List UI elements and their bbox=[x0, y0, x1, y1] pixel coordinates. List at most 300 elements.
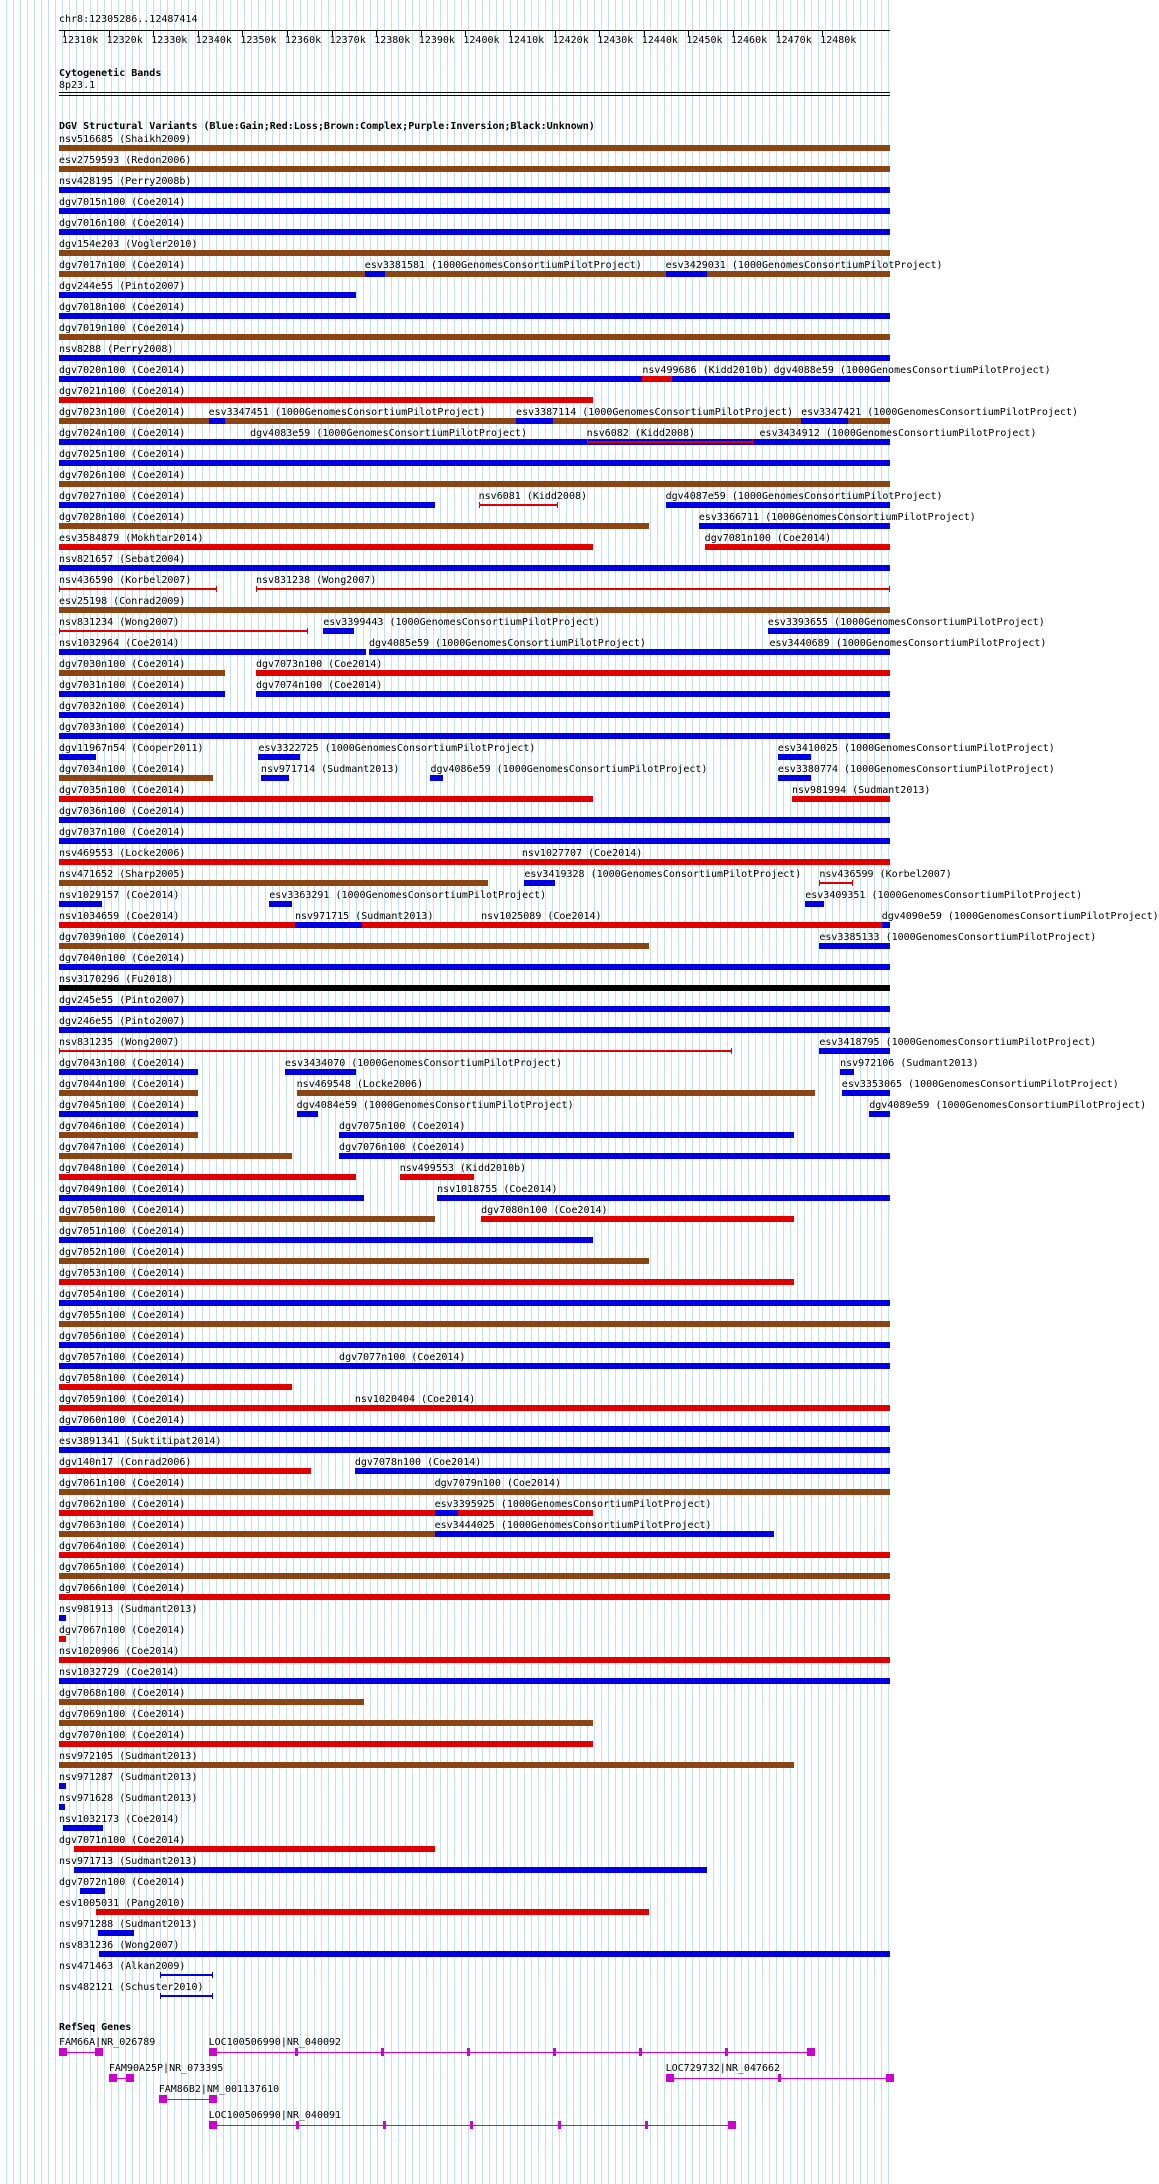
variant-bar-complex[interactable] bbox=[59, 481, 890, 487]
variant-bar-gain[interactable] bbox=[819, 1048, 890, 1054]
variant-label[interactable]: dgv4088e59 (1000GenomesConsortiumPilotProject) bbox=[773, 365, 1051, 376]
variant-label[interactable]: dgv7078n100 (Coe2014) bbox=[354, 1457, 482, 1468]
variant-bar-gain[interactable] bbox=[59, 1447, 890, 1453]
variant-label[interactable]: nsv831236 (Wong2007) bbox=[59, 1940, 180, 1951]
variant-bar-complex[interactable] bbox=[59, 1573, 890, 1579]
variant-label[interactable]: dgv7037n100 (Coe2014) bbox=[59, 827, 186, 838]
variant-label[interactable]: dgv11967n54 (Cooper2011) bbox=[59, 743, 204, 754]
ruler-tick-label: 12460k bbox=[731, 35, 768, 46]
variant-label[interactable]: dgv7026n100 (Coe2014) bbox=[59, 470, 186, 481]
variant-label[interactable]: nsv1032964 (Coe2014) bbox=[59, 638, 180, 649]
variant-bar-gain[interactable] bbox=[768, 628, 890, 634]
variant-bar-gain[interactable] bbox=[778, 775, 811, 781]
gene-label[interactable]: LOC100506990|NR_040091 bbox=[208, 2110, 342, 2121]
variant-bar-gain[interactable] bbox=[99, 1951, 890, 1957]
variant-bar-complex[interactable] bbox=[59, 1762, 794, 1768]
variant-label[interactable]: nsv6082 (Kidd2008) bbox=[586, 428, 696, 439]
variant-bar-loss[interactable] bbox=[59, 544, 593, 550]
variant-label[interactable]: esv3410025 (1000GenomesConsortiumPilotProject) bbox=[777, 743, 1055, 754]
variant-label[interactable]: esv3434912 (1000GenomesConsortiumPilotProject) bbox=[759, 428, 1037, 439]
variant-bar-gain[interactable] bbox=[261, 775, 289, 781]
ruler-tick-label: 12420k bbox=[552, 35, 589, 46]
variant-bar-loss[interactable] bbox=[59, 1279, 794, 1285]
variant-label[interactable]: esv1005031 (Pang2010) bbox=[59, 1898, 186, 1909]
variant-bar-gain[interactable] bbox=[59, 1300, 890, 1306]
variant-bar-cap bbox=[731, 1048, 732, 1054]
variant-label[interactable]: dgv7045n100 (Coe2014) bbox=[59, 1100, 186, 1111]
variant-label[interactable]: dgv7040n100 (Coe2014) bbox=[59, 953, 186, 964]
variant-label[interactable]: dgv154e203 (Vogler2010) bbox=[59, 239, 198, 250]
variant-label[interactable]: nsv469553 (Locke2006) bbox=[59, 848, 186, 859]
variant-label[interactable]: dgv7033n100 (Coe2014) bbox=[59, 722, 186, 733]
variant-bar-gain[interactable] bbox=[59, 355, 890, 361]
variant-label[interactable]: dgv7076n100 (Coe2014) bbox=[339, 1142, 466, 1153]
variant-label[interactable]: nsv499686 (Kidd2010b) bbox=[642, 365, 769, 376]
variant-bar-gain[interactable] bbox=[435, 1531, 774, 1537]
variant-bar-loss[interactable] bbox=[59, 1510, 593, 1516]
variant-bar-gain[interactable] bbox=[524, 880, 555, 886]
variant-label[interactable]: dgv7068n100 (Coe2014) bbox=[59, 1688, 186, 1699]
variant-bar-gain[interactable] bbox=[59, 1783, 66, 1789]
variant-bar-loss[interactable] bbox=[59, 796, 593, 802]
variant-bar-gain[interactable] bbox=[269, 901, 291, 907]
variant-bar-complex[interactable] bbox=[59, 418, 890, 424]
variant-label[interactable]: nsv831235 (Wong2007) bbox=[59, 1037, 180, 1048]
variant-label[interactable]: dgv7072n100 (Coe2014) bbox=[59, 1877, 186, 1888]
variant-label[interactable]: esv3353065 (1000GenomesConsortiumPilotProject) bbox=[841, 1079, 1119, 1090]
variant-label[interactable]: nsv471463 (Alkan2009) bbox=[59, 1961, 186, 1972]
variant-bar-loss[interactable] bbox=[74, 1846, 435, 1852]
variant-label[interactable]: esv2759593 (Redon2006) bbox=[59, 155, 192, 166]
variant-bar-cap bbox=[889, 586, 890, 592]
variant-label[interactable]: dgv7024n100 (Coe2014) bbox=[59, 428, 186, 439]
variant-bar-gain[interactable] bbox=[339, 1363, 890, 1369]
variant-bar-complex[interactable] bbox=[59, 1090, 198, 1096]
variant-bar-gain[interactable] bbox=[59, 1426, 890, 1432]
variant-bar-complex[interactable] bbox=[59, 1258, 649, 1264]
variant-label[interactable]: dgv140n17 (Conrad2006) bbox=[59, 1457, 192, 1468]
variant-bar-gain[interactable] bbox=[365, 271, 385, 277]
variant-label[interactable]: dgv7036n100 (Coe2014) bbox=[59, 806, 186, 817]
variant-label[interactable]: nsv3170296 (Fu2018) bbox=[59, 974, 174, 985]
variant-label[interactable]: nsv469548 (Locke2006) bbox=[296, 1079, 424, 1090]
variant-label[interactable]: esv3381581 (1000GenomesConsortiumPilotProject) bbox=[364, 260, 642, 271]
variant-bar-gain[interactable] bbox=[339, 1132, 794, 1138]
variant-bar-loss[interactable] bbox=[256, 588, 890, 590]
variant-bar-gain[interactable] bbox=[59, 187, 890, 193]
variant-bar-gain[interactable] bbox=[355, 1468, 890, 1474]
variant-bar-complex[interactable] bbox=[59, 1216, 435, 1222]
variant-label[interactable]: dgv7018n100 (Coe2014) bbox=[59, 302, 186, 313]
variant-label[interactable]: nsv1032729 (Coe2014) bbox=[59, 1667, 180, 1678]
variant-bar-gain[interactable] bbox=[59, 1195, 364, 1201]
variant-label[interactable]: nsv1029157 (Coe2014) bbox=[59, 890, 180, 901]
variant-bar-gain[interactable] bbox=[59, 1678, 890, 1684]
variant-label[interactable]: dgv7030n100 (Coe2014) bbox=[59, 659, 186, 670]
variant-bar-gain[interactable] bbox=[699, 523, 890, 529]
variant-label[interactable]: esv3419328 (1000GenomesConsortiumPilotProject) bbox=[524, 869, 802, 880]
variant-bar-gain[interactable] bbox=[59, 712, 890, 718]
variant-label[interactable]: dgv7069n100 (Coe2014) bbox=[59, 1709, 186, 1720]
variant-label[interactable]: dgv4083e59 (1000GenomesConsortiumPilotProject) bbox=[250, 428, 528, 439]
variant-bar-gain[interactable] bbox=[59, 1237, 593, 1243]
variant-label[interactable]: dgv7021n100 (Coe2014) bbox=[59, 386, 186, 397]
variant-label[interactable]: dgv7063n100 (Coe2014) bbox=[59, 1520, 186, 1531]
gene-exon bbox=[553, 2048, 556, 2056]
variant-bar-complex[interactable] bbox=[59, 334, 890, 340]
variant-label[interactable]: esv3387114 (1000GenomesConsortiumPilotProject) bbox=[516, 407, 793, 418]
variant-bar-gain[interactable] bbox=[59, 565, 890, 571]
variant-label[interactable]: nsv1020404 (Coe2014) bbox=[354, 1394, 476, 1405]
variant-bar-gain[interactable] bbox=[59, 1069, 198, 1075]
variant-label[interactable]: dgv7079n100 (Coe2014) bbox=[434, 1478, 562, 1489]
variant-bar-gain[interactable] bbox=[59, 733, 890, 739]
variant-bar-loss[interactable] bbox=[59, 1657, 890, 1663]
variant-label[interactable]: dgv7074n100 (Coe2014) bbox=[255, 680, 383, 691]
variant-bar-loss[interactable] bbox=[642, 376, 672, 382]
variant-bar-loss[interactable] bbox=[59, 1384, 292, 1390]
ruler-tick-label: 12330k bbox=[151, 35, 188, 46]
gene-label[interactable]: FAM66A|NR_026789 bbox=[59, 2037, 156, 2048]
variant-label[interactable]: dgv7052n100 (Coe2014) bbox=[59, 1247, 186, 1258]
variant-label[interactable]: dgv7028n100 (Coe2014) bbox=[59, 512, 186, 523]
position-label: chr8:12305286..12487414 bbox=[59, 14, 198, 25]
variant-label[interactable]: dgv4087e59 (1000GenomesConsortiumPilotProject) bbox=[665, 491, 943, 502]
variant-bar-gain[interactable] bbox=[842, 1090, 890, 1096]
gene-intron-line bbox=[209, 2052, 811, 2053]
variant-label[interactable]: nsv436599 (Korbel2007) bbox=[819, 869, 952, 880]
variant-bar-complex[interactable] bbox=[59, 880, 488, 886]
variant-bar-complex[interactable] bbox=[59, 145, 890, 151]
variant-label[interactable]: esv3399443 (1000GenomesConsortiumPilotProject) bbox=[323, 617, 601, 628]
variant-label[interactable]: dgv7064n100 (Coe2014) bbox=[59, 1541, 186, 1552]
variant-label[interactable]: dgv7051n100 (Coe2014) bbox=[59, 1226, 186, 1237]
variant-label[interactable]: dgv7055n100 (Coe2014) bbox=[59, 1310, 186, 1321]
variant-label[interactable]: esv3891341 (Suktitipat2014) bbox=[59, 1436, 222, 1447]
variant-bar-loss[interactable] bbox=[59, 1050, 732, 1052]
variant-label[interactable]: nsv1018755 (Coe2014) bbox=[437, 1184, 558, 1195]
variant-bar-loss[interactable] bbox=[400, 1174, 475, 1180]
variant-label[interactable]: esv3385133 (1000GenomesConsortiumPilotProject) bbox=[819, 932, 1097, 943]
variant-label[interactable]: nsv516685 (Shaikh2009) bbox=[59, 134, 192, 145]
variant-label[interactable]: dgv7075n100 (Coe2014) bbox=[339, 1121, 466, 1132]
variant-bar-gain[interactable] bbox=[435, 1510, 458, 1516]
variant-label[interactable]: nsv428195 (Perry2008b) bbox=[59, 176, 192, 187]
variant-label[interactable]: dgv4084e59 (1000GenomesConsortiumPilotProject) bbox=[296, 1100, 574, 1111]
variant-label[interactable]: esv3366711 (1000GenomesConsortiumPilotProject) bbox=[698, 512, 976, 523]
gene-label[interactable]: LOC729732|NR_047662 bbox=[665, 2063, 781, 2074]
variant-bar-gain[interactable] bbox=[770, 649, 836, 655]
variant-label[interactable]: nsv821657 (Sebat2004) bbox=[59, 554, 186, 565]
variant-label[interactable]: nsv971287 (Sudmant2013) bbox=[59, 1772, 198, 1783]
variant-bar-gain[interactable] bbox=[430, 775, 442, 781]
variant-label[interactable]: dgv7081n100 (Coe2014) bbox=[704, 533, 832, 544]
variant-label[interactable]: nsv1032173 (Coe2014) bbox=[59, 1814, 180, 1825]
variant-label[interactable]: dgv7053n100 (Coe2014) bbox=[59, 1268, 186, 1279]
variant-label[interactable]: dgv7031n100 (Coe2014) bbox=[59, 680, 186, 691]
gene-exon bbox=[558, 2121, 561, 2129]
variant-bar-loss[interactable] bbox=[479, 504, 558, 506]
variant-bar-loss[interactable] bbox=[59, 1468, 311, 1474]
variant-label[interactable]: nsv971714 (Sudmant2013) bbox=[260, 764, 400, 775]
variant-label[interactable]: esv3347451 (1000GenomesConsortiumPilotProject) bbox=[208, 407, 486, 418]
variant-bar-cap bbox=[216, 586, 217, 592]
variant-bar-loss[interactable] bbox=[59, 1594, 890, 1600]
variant-bar-gain[interactable] bbox=[98, 1930, 134, 1936]
variant-label[interactable]: nsv436590 (Korbel2007) bbox=[59, 575, 192, 586]
variant-bar-loss[interactable] bbox=[59, 1552, 890, 1558]
variant-bar-complex[interactable] bbox=[59, 523, 649, 529]
variant-label[interactable]: esv3395925 (1000GenomesConsortiumPilotProject) bbox=[434, 1499, 712, 1510]
variant-label[interactable]: nsv981913 (Sudmant2013) bbox=[59, 1604, 198, 1615]
variant-label[interactable]: dgv7065n100 (Coe2014) bbox=[59, 1562, 186, 1573]
variant-bar-gain[interactable] bbox=[295, 922, 362, 928]
variant-bar-gain[interactable] bbox=[801, 418, 848, 424]
variant-label[interactable]: nsv971288 (Sudmant2013) bbox=[59, 1919, 198, 1930]
variant-bar-unknown[interactable] bbox=[59, 985, 890, 991]
variant-bar-gain[interactable] bbox=[840, 1069, 854, 1075]
variant-bar-loss[interactable] bbox=[59, 1741, 593, 1747]
variant-bar-loss[interactable] bbox=[522, 859, 890, 865]
variant-label[interactable]: dgv246e55 (Pinto2007) bbox=[59, 1016, 186, 1027]
ruler-tick-label: 12380k bbox=[374, 35, 411, 46]
variant-label[interactable]: nsv1027707 (Coe2014) bbox=[521, 848, 643, 859]
variant-bar-gain[interactable] bbox=[59, 229, 890, 235]
variant-bar-complex[interactable] bbox=[297, 1090, 816, 1096]
variant-bar-gain[interactable] bbox=[285, 1069, 356, 1075]
variant-bar-gain[interactable] bbox=[59, 1804, 65, 1810]
variant-bar-gain[interactable] bbox=[160, 1974, 212, 1976]
variant-label[interactable]: dgv7071n100 (Coe2014) bbox=[59, 1835, 186, 1846]
variant-bar-gain[interactable] bbox=[869, 1111, 890, 1117]
variant-bar-cap bbox=[819, 880, 820, 886]
variant-bar-complex[interactable] bbox=[59, 670, 225, 676]
variant-label[interactable]: dgv7025n100 (Coe2014) bbox=[59, 449, 186, 460]
variant-label[interactable]: dgv7067n100 (Coe2014) bbox=[59, 1625, 186, 1636]
variant-bar-complex[interactable] bbox=[59, 250, 890, 256]
variant-label[interactable]: esv3418795 (1000GenomesConsortiumPilotProject) bbox=[819, 1037, 1097, 1048]
gene-exon bbox=[666, 2074, 674, 2082]
variant-bar-gain[interactable] bbox=[59, 901, 102, 907]
variant-label[interactable]: esv3393655 (1000GenomesConsortiumPilotProject) bbox=[767, 617, 1045, 628]
variant-bar-gain[interactable] bbox=[778, 754, 811, 760]
variant-label[interactable]: dgv7016n100 (Coe2014) bbox=[59, 218, 186, 229]
variant-label[interactable]: nsv971715 (Sudmant2013) bbox=[295, 911, 434, 922]
variant-label[interactable]: dgv7060n100 (Coe2014) bbox=[59, 1415, 186, 1426]
variant-bar-gain[interactable] bbox=[59, 1342, 890, 1348]
variant-label[interactable]: dgv7019n100 (Coe2014) bbox=[59, 323, 186, 334]
variant-bar-gain[interactable] bbox=[59, 838, 890, 844]
gene-label[interactable]: FAM86B2|NM_001137610 bbox=[158, 2084, 280, 2095]
variant-bar-gain[interactable] bbox=[59, 649, 366, 655]
variant-bar-gain[interactable] bbox=[258, 754, 300, 760]
variant-bar-gain[interactable] bbox=[819, 943, 890, 949]
variant-label[interactable]: nsv499553 (Kidd2010b) bbox=[399, 1163, 527, 1174]
variant-label[interactable]: nsv831234 (Wong2007) bbox=[59, 617, 180, 628]
variant-label[interactable]: dgv7058n100 (Coe2014) bbox=[59, 1373, 186, 1384]
variant-bar-gain[interactable] bbox=[59, 502, 435, 508]
variant-bar-gain[interactable] bbox=[59, 964, 890, 970]
variant-bar-loss[interactable] bbox=[59, 397, 593, 403]
variant-bar-gain[interactable] bbox=[59, 1111, 198, 1117]
variant-bar-gain[interactable] bbox=[666, 502, 890, 508]
variant-label[interactable]: nsv1034659 (Coe2014) bbox=[59, 911, 180, 922]
variant-label[interactable]: nsv471652 (Sharp2005) bbox=[59, 869, 186, 880]
variant-label[interactable]: dgv7057n100 (Coe2014) bbox=[59, 1352, 186, 1363]
variant-label[interactable]: dgv7073n100 (Coe2014) bbox=[255, 659, 383, 670]
variant-bar-gain[interactable] bbox=[59, 292, 356, 298]
variant-label[interactable]: esv3434070 (1000GenomesConsortiumPilotProject) bbox=[285, 1058, 562, 1069]
variant-bar-loss[interactable] bbox=[59, 588, 217, 590]
gene-exon bbox=[109, 2074, 117, 2082]
variant-bar-gain[interactable] bbox=[339, 1153, 890, 1159]
variant-label[interactable]: dgv7034n100 (Coe2014) bbox=[59, 764, 186, 775]
variant-label[interactable]: dgv7023n100 (Coe2014) bbox=[59, 407, 186, 418]
variant-label[interactable]: dgv7066n100 (Coe2014) bbox=[59, 1583, 186, 1594]
variant-bar-gain[interactable] bbox=[59, 1006, 890, 1012]
variant-label[interactable]: dgv7054n100 (Coe2014) bbox=[59, 1289, 186, 1300]
variant-bar-gain[interactable] bbox=[666, 271, 708, 277]
variant-bar-gain[interactable] bbox=[59, 1615, 66, 1621]
variant-label[interactable]: dgv7070n100 (Coe2014) bbox=[59, 1730, 186, 1741]
variant-label[interactable]: esv3584879 (Mokhtar2014) bbox=[59, 533, 204, 544]
variant-label[interactable]: dgv7061n100 (Coe2014) bbox=[59, 1478, 186, 1489]
variant-bar-loss[interactable] bbox=[59, 1174, 356, 1180]
variant-bar-gain[interactable] bbox=[59, 754, 96, 760]
variant-label[interactable]: dgv7062n100 (Coe2014) bbox=[59, 1499, 186, 1510]
variant-bar-loss[interactable] bbox=[59, 1636, 66, 1642]
variant-bar-gain[interactable] bbox=[209, 418, 226, 424]
variant-bar-gain[interactable] bbox=[774, 376, 840, 382]
variant-bar-gain[interactable] bbox=[437, 1195, 890, 1201]
variant-label[interactable]: esv25198 (Conrad2009) bbox=[59, 596, 186, 607]
variant-bar-gain[interactable] bbox=[760, 439, 777, 445]
variant-label[interactable]: nsv971628 (Sudmant2013) bbox=[59, 1793, 198, 1804]
variant-bar-loss[interactable] bbox=[705, 544, 890, 550]
variant-bar-loss[interactable] bbox=[819, 882, 852, 884]
variant-bar-gain[interactable] bbox=[323, 628, 354, 634]
variant-bar-gain[interactable] bbox=[59, 691, 225, 697]
variant-label[interactable]: dgv7032n100 (Coe2014) bbox=[59, 701, 186, 712]
variant-bar-loss[interactable] bbox=[587, 441, 753, 443]
variant-bar-gain[interactable] bbox=[250, 439, 275, 445]
variant-label[interactable]: dgv7059n100 (Coe2014) bbox=[59, 1394, 186, 1405]
variant-label[interactable]: nsv972105 (Sudmant2013) bbox=[59, 1751, 198, 1762]
variant-label[interactable]: dgv7035n100 (Coe2014) bbox=[59, 785, 186, 796]
variant-bar-loss[interactable] bbox=[355, 1405, 890, 1411]
variant-label[interactable]: dgv4086e59 (1000GenomesConsortiumPilotProject) bbox=[430, 764, 708, 775]
variant-bar-gain[interactable] bbox=[80, 1888, 105, 1894]
variant-bar-loss[interactable] bbox=[481, 1216, 794, 1222]
variant-label[interactable]: dgv7046n100 (Coe2014) bbox=[59, 1121, 186, 1132]
variant-bar-gain[interactable] bbox=[805, 901, 823, 907]
variant-bar-loss[interactable] bbox=[59, 630, 308, 632]
variant-label[interactable]: dgv7043n100 (Coe2014) bbox=[59, 1058, 186, 1069]
variant-bar-complex[interactable] bbox=[59, 166, 890, 172]
variant-label[interactable]: nsv972106 (Sudmant2013) bbox=[840, 1058, 979, 1069]
variant-bar-gain[interactable] bbox=[59, 817, 890, 823]
variant-bar-complex[interactable] bbox=[59, 1153, 292, 1159]
variant-label[interactable]: dgv7080n100 (Coe2014) bbox=[481, 1205, 608, 1216]
variant-label[interactable]: nsv482121 (Schuster2010) bbox=[59, 1982, 204, 1993]
variant-label[interactable]: dgv244e55 (Pinto2007) bbox=[59, 281, 186, 292]
variant-label[interactable]: esv3347421 (1000GenomesConsortiumPilotProject) bbox=[801, 407, 1079, 418]
variant-label[interactable]: nsv971713 (Sudmant2013) bbox=[59, 1856, 198, 1867]
variant-bar-complex[interactable] bbox=[59, 1699, 364, 1705]
variant-label[interactable]: dgv7056n100 (Coe2014) bbox=[59, 1331, 186, 1342]
variant-label[interactable]: dgv7027n100 (Coe2014) bbox=[59, 491, 186, 502]
variant-bar-gain[interactable] bbox=[160, 1995, 212, 1997]
variant-label[interactable]: nsv1025089 (Coe2014) bbox=[481, 911, 602, 922]
variant-label[interactable]: esv3380774 (1000GenomesConsortiumPilotProject) bbox=[777, 764, 1055, 775]
variant-label[interactable]: dgv7020n100 (Coe2014) bbox=[59, 365, 186, 376]
variant-label[interactable]: dgv7047n100 (Coe2014) bbox=[59, 1142, 186, 1153]
variant-label[interactable]: dgv7048n100 (Coe2014) bbox=[59, 1163, 186, 1174]
variant-label[interactable]: esv3440689 (1000GenomesConsortiumPilotProject) bbox=[769, 638, 1047, 649]
variant-bar-gain[interactable] bbox=[74, 1867, 707, 1873]
variant-label[interactable]: nsv831238 (Wong2007) bbox=[255, 575, 377, 586]
variant-label[interactable]: dgv7049n100 (Coe2014) bbox=[59, 1184, 186, 1195]
variant-bar-gain[interactable] bbox=[63, 1825, 103, 1831]
variant-bar-complex[interactable] bbox=[435, 1489, 890, 1495]
gene-exon bbox=[296, 2121, 299, 2129]
variant-label[interactable]: dgv4090e59 (1000GenomesConsortiumPilotProject) bbox=[881, 911, 1159, 922]
variant-bar-loss[interactable] bbox=[481, 922, 890, 928]
variant-label[interactable]: dgv4085e59 (1000GenomesConsortiumPilotProject) bbox=[368, 638, 646, 649]
variant-bar-loss[interactable] bbox=[96, 1909, 649, 1915]
variant-bar-gain[interactable] bbox=[59, 460, 890, 466]
variant-label[interactable]: esv3363291 (1000GenomesConsortiumPilotProject) bbox=[269, 890, 547, 901]
variant-label[interactable]: esv3322725 (1000GenomesConsortiumPilotProject) bbox=[258, 743, 536, 754]
variant-bar-gain[interactable] bbox=[256, 691, 890, 697]
variant-label[interactable]: nsv981994 (Sudmant2013) bbox=[791, 785, 931, 796]
variant-bar-gain[interactable] bbox=[516, 418, 553, 424]
variant-label[interactable]: dgv7044n100 (Coe2014) bbox=[59, 1079, 186, 1090]
gene-label[interactable]: LOC100506990|NR_040092 bbox=[208, 2037, 342, 2048]
gene-label[interactable]: FAM90A25P|NR_073395 bbox=[108, 2063, 224, 2074]
variant-bar-gain[interactable] bbox=[59, 313, 890, 319]
variant-bar-loss[interactable] bbox=[792, 796, 890, 802]
variant-label[interactable]: dgv7015n100 (Coe2014) bbox=[59, 197, 186, 208]
variant-bar-complex[interactable] bbox=[59, 271, 890, 277]
variant-bar-complex[interactable] bbox=[59, 775, 213, 781]
variant-bar-gain[interactable] bbox=[882, 922, 890, 928]
variant-label[interactable]: nsv6081 (Kidd2008) bbox=[478, 491, 588, 502]
variant-label[interactable]: dgv7050n100 (Coe2014) bbox=[59, 1205, 186, 1216]
variant-bar-complex[interactable] bbox=[59, 1321, 890, 1327]
variant-label[interactable]: dgv245e55 (Pinto2007) bbox=[59, 995, 186, 1006]
variant-label[interactable]: nsv8288 (Perry2008) bbox=[59, 344, 174, 355]
variant-bar-gain[interactable] bbox=[59, 208, 890, 214]
cytoband-line-2 bbox=[59, 95, 890, 96]
variant-bar-gain[interactable] bbox=[297, 1111, 319, 1117]
variant-bar-complex[interactable] bbox=[59, 607, 890, 613]
variant-bar-gain[interactable] bbox=[59, 376, 890, 382]
variant-label[interactable]: esv3429031 (1000GenomesConsortiumPilotProject) bbox=[665, 260, 943, 271]
variant-bar-gain[interactable] bbox=[59, 1027, 890, 1033]
variant-bar-complex[interactable] bbox=[59, 943, 649, 949]
variant-label[interactable]: esv3444025 (1000GenomesConsortiumPilotProject) bbox=[434, 1520, 712, 1531]
variant-bar-loss[interactable] bbox=[256, 670, 890, 676]
variant-label[interactable]: dgv7077n100 (Coe2014) bbox=[339, 1352, 466, 1363]
variant-label[interactable]: nsv1020906 (Coe2014) bbox=[59, 1646, 180, 1657]
variant-label[interactable]: esv3409351 (1000GenomesConsortiumPilotProject) bbox=[805, 890, 1083, 901]
variant-label[interactable]: dgv7039n100 (Coe2014) bbox=[59, 932, 186, 943]
variant-label[interactable]: dgv7017n100 (Coe2014) bbox=[59, 260, 186, 271]
variant-label[interactable]: dgv4089e59 (1000GenomesConsortiumPilotProject) bbox=[869, 1100, 1147, 1111]
variant-bar-complex[interactable] bbox=[59, 1132, 198, 1138]
variant-bar-complex[interactable] bbox=[59, 1720, 593, 1726]
